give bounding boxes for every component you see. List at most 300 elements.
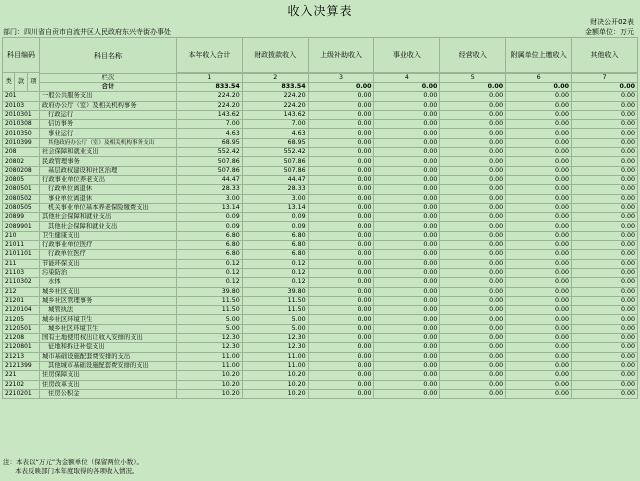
amount-cell: 552.42: [176, 148, 242, 157]
amount-cell: 0.00: [374, 101, 440, 110]
table-row: [3, 148, 638, 157]
amount-cell: 0.09: [242, 213, 308, 222]
amount-cell: 0.00: [440, 175, 506, 184]
amount-cell: 0.00: [572, 157, 638, 166]
page-title: 收入决算表: [287, 4, 353, 18]
amount-cell: 0.00: [440, 185, 506, 194]
amount-cell: 11.00: [242, 361, 308, 370]
table-row: [3, 110, 638, 119]
table-row: [3, 120, 638, 129]
amount-cell: 0.12: [242, 278, 308, 287]
amount-cell: 0.00: [374, 315, 440, 324]
subject-code: 2010301: [3, 110, 40, 119]
amount-cell: 6.80: [242, 250, 308, 259]
subject-name: 城市基础设施配套费安排的支出: [40, 352, 177, 361]
subject-name: 民政管理事务: [40, 157, 177, 166]
table-row: [3, 101, 638, 110]
amount-cell: 0.00: [440, 120, 506, 129]
subject-name: 信访事务: [40, 120, 177, 129]
col-number: 6: [506, 74, 572, 83]
amount-cell: 6.80: [176, 250, 242, 259]
amount-cell: 0.00: [506, 148, 572, 157]
amount-cell: 0.00: [572, 194, 638, 203]
amount-cell: 0.00: [308, 315, 374, 324]
subject-name: 事业运行: [40, 129, 177, 138]
amount-cell: 0.00: [506, 278, 572, 287]
subject-code: 21103: [3, 268, 40, 277]
amount-cell: 0.00: [506, 110, 572, 119]
table-row: [3, 157, 638, 166]
amount-cell: 0.00: [308, 148, 374, 157]
header-affiliated: 附属单位上缴收入: [506, 38, 572, 73]
amount-cell: 224.20: [242, 92, 308, 101]
amount-cell: 224.20: [242, 101, 308, 110]
amount-cell: 4.63: [242, 129, 308, 138]
amount-cell: 507.86: [242, 166, 308, 175]
amount-cell: 0.00: [374, 371, 440, 380]
table-row: [3, 250, 638, 259]
amount-cell: 0.00: [506, 389, 572, 398]
amount-cell: 0.00: [374, 213, 440, 222]
subject-code: 21201: [3, 296, 40, 305]
amount-cell: 6.80: [242, 231, 308, 240]
subject-code: 22102: [3, 380, 40, 389]
amount-cell: 0.00: [308, 287, 374, 296]
amount-cell: 0.00: [572, 287, 638, 296]
amount-cell: 28.33: [176, 185, 242, 194]
col-number: 7: [572, 74, 638, 83]
amount-cell: 0.00: [506, 334, 572, 343]
amount-cell: 0.12: [176, 278, 242, 287]
amount-cell: 0.00: [506, 166, 572, 175]
amount-cell: 0.00: [308, 259, 374, 268]
subject-code: 2101101: [3, 250, 40, 259]
subject-name: 行政单位医疗: [40, 250, 177, 259]
subject-name: 行政单位离退休: [40, 185, 177, 194]
amount-cell: 0.00: [440, 371, 506, 380]
table-body: [3, 92, 638, 399]
table-row: [3, 259, 638, 268]
amount-cell: 12.30: [176, 343, 242, 352]
table-row: [3, 343, 638, 352]
table-row: [3, 92, 638, 101]
amount-cell: 0.00: [506, 250, 572, 259]
subject-name: 其他政府办公厅（室）及相关机构事务支出: [40, 138, 177, 147]
amount-cell: 0.12: [176, 268, 242, 277]
income-table: [2, 37, 638, 399]
col-number: 1: [176, 74, 242, 83]
table-row: [3, 194, 638, 203]
amount-cell: 12.30: [242, 343, 308, 352]
amount-cell: 0.00: [572, 110, 638, 119]
amount-cell: 0.00: [506, 296, 572, 305]
amount-cell: 0.00: [440, 110, 506, 119]
amount-cell: 0.00: [308, 138, 374, 147]
amount-cell: 5.00: [242, 315, 308, 324]
unit-label: 金额单位：万元: [585, 28, 634, 36]
amount-cell: 0.00: [440, 194, 506, 203]
amount-cell: 0.00: [308, 194, 374, 203]
table-row: [3, 361, 638, 370]
subject-code: 2120501: [3, 324, 40, 333]
subject-name: 城管执法: [40, 306, 177, 315]
amount-cell: 0.00: [440, 213, 506, 222]
amount-cell: 11.00: [176, 352, 242, 361]
subject-code: 2120104: [3, 306, 40, 315]
amount-cell: 13.14: [176, 203, 242, 212]
note-line: 注：本表以“万元”为金额单位（保留两位小数）。: [3, 458, 143, 466]
amount-cell: 224.20: [176, 101, 242, 110]
amount-cell: 0.00: [308, 213, 374, 222]
table-row: [3, 203, 638, 212]
amount-cell: 0.00: [506, 92, 572, 101]
amount-cell: 0.00: [572, 185, 638, 194]
amount-cell: 0.00: [374, 296, 440, 305]
subject-name: 其他城市基础设施配套费安排的支出: [40, 361, 177, 370]
amount-cell: 0.00: [440, 241, 506, 250]
amount-cell: 28.33: [242, 185, 308, 194]
amount-cell: 0.00: [440, 315, 506, 324]
amount-cell: 0.00: [308, 110, 374, 119]
table-row: [3, 213, 638, 222]
amount-cell: 0.00: [506, 361, 572, 370]
amount-cell: 0.00: [440, 129, 506, 138]
header-name: 科目名称: [40, 38, 177, 74]
amount-cell: 0.00: [572, 175, 638, 184]
header-item: 项: [27, 73, 39, 92]
total-cell: 833.54: [242, 83, 308, 92]
amount-cell: 0.00: [308, 185, 374, 194]
amount-cell: 0.00: [308, 278, 374, 287]
amount-cell: 0.00: [308, 324, 374, 333]
amount-cell: 0.00: [374, 203, 440, 212]
amount-cell: 0.00: [440, 166, 506, 175]
amount-cell: 507.86: [176, 157, 242, 166]
amount-cell: 10.20: [242, 389, 308, 398]
table-row: [3, 380, 638, 389]
table-row: [3, 175, 638, 184]
table-code: 财决公开02表: [590, 18, 634, 26]
subject-code: 2080501: [3, 185, 40, 194]
amount-cell: 68.95: [176, 138, 242, 147]
amount-cell: 11.50: [242, 296, 308, 305]
amount-cell: 0.00: [506, 315, 572, 324]
amount-cell: 0.00: [308, 203, 374, 212]
amount-cell: 0.00: [506, 138, 572, 147]
subject-name: 征地和拆迁补偿支出: [40, 343, 177, 352]
amount-cell: 13.14: [242, 203, 308, 212]
subject-name: 住房公积金: [40, 389, 177, 398]
amount-cell: 0.00: [308, 296, 374, 305]
table-row: [3, 278, 638, 287]
subject-name: 住房保障支出: [40, 371, 177, 380]
amount-cell: 0.00: [506, 371, 572, 380]
subject-name: 污染防治: [40, 268, 177, 277]
amount-cell: 0.00: [572, 361, 638, 370]
subject-code: 201: [3, 92, 40, 101]
amount-cell: 0.00: [506, 194, 572, 203]
amount-cell: 0.00: [506, 175, 572, 184]
subject-name: 行政事业单位养老支出: [40, 175, 177, 184]
amount-cell: 0.00: [374, 120, 440, 129]
header-fiscal: 财政拨款收入: [242, 38, 308, 73]
amount-cell: 0.00: [572, 380, 638, 389]
amount-cell: 0.00: [572, 259, 638, 268]
amount-cell: 0.00: [308, 175, 374, 184]
subject-code: 2010399: [3, 138, 40, 147]
amount-cell: 44.47: [176, 175, 242, 184]
amount-cell: 0.00: [308, 268, 374, 277]
amount-cell: 5.00: [176, 324, 242, 333]
amount-cell: 11.00: [176, 361, 242, 370]
amount-cell: 0.00: [506, 380, 572, 389]
amount-cell: 4.63: [176, 129, 242, 138]
subject-name: 城乡社区管理事务: [40, 296, 177, 305]
amount-cell: 10.20: [176, 389, 242, 398]
amount-cell: 0.00: [506, 352, 572, 361]
subject-name: 卫生健康支出: [40, 231, 177, 240]
amount-cell: 0.00: [506, 120, 572, 129]
subject-code: 20103: [3, 101, 40, 110]
subject-name: 住房改革支出: [40, 380, 177, 389]
amount-cell: 0.00: [572, 352, 638, 361]
amount-cell: 0.00: [374, 352, 440, 361]
amount-cell: 0.00: [506, 259, 572, 268]
lanci-label: 栏次: [40, 74, 177, 83]
amount-cell: 10.20: [176, 380, 242, 389]
subject-code: 210: [3, 231, 40, 240]
subject-code: 20802: [3, 157, 40, 166]
amount-cell: 0.00: [440, 92, 506, 101]
subject-name: 事业单位离退休: [40, 194, 177, 203]
amount-cell: 12.30: [242, 334, 308, 343]
amount-cell: 0.00: [374, 334, 440, 343]
amount-cell: 0.00: [506, 203, 572, 212]
amount-cell: 0.12: [176, 259, 242, 268]
amount-cell: 0.00: [572, 148, 638, 157]
table-row: [3, 334, 638, 343]
notes: [3, 458, 143, 476]
amount-cell: 0.00: [374, 110, 440, 119]
amount-cell: 0.00: [308, 371, 374, 380]
amount-cell: 0.09: [176, 222, 242, 231]
amount-cell: 0.00: [572, 268, 638, 277]
amount-cell: 0.00: [308, 343, 374, 352]
col-number: 3: [308, 74, 374, 83]
amount-cell: 0.00: [440, 101, 506, 110]
amount-cell: 0.00: [308, 352, 374, 361]
amount-cell: 0.00: [440, 380, 506, 389]
subject-code: 20899: [3, 213, 40, 222]
subject-code: 208: [3, 148, 40, 157]
amount-cell: 10.20: [176, 371, 242, 380]
amount-cell: 143.62: [176, 110, 242, 119]
amount-cell: 7.00: [242, 120, 308, 129]
amount-cell: 0.00: [440, 296, 506, 305]
amount-cell: 0.00: [440, 250, 506, 259]
amount-cell: 0.00: [374, 222, 440, 231]
header-superior: 上级补助收入: [308, 38, 374, 73]
amount-cell: 0.00: [506, 231, 572, 240]
subject-name: 其他社会保障和就业支出: [40, 213, 177, 222]
subject-name: 政府办公厅（室）及相关机构事务: [40, 101, 177, 110]
amount-cell: 0.00: [572, 203, 638, 212]
amount-cell: 507.86: [176, 166, 242, 175]
amount-cell: 0.12: [242, 259, 308, 268]
amount-cell: 0.00: [308, 92, 374, 101]
amount-cell: 0.00: [374, 241, 440, 250]
amount-cell: 0.00: [572, 101, 638, 110]
amount-cell: 0.00: [572, 389, 638, 398]
amount-cell: 0.00: [374, 92, 440, 101]
col-number: 5: [440, 74, 506, 83]
amount-cell: 44.47: [242, 175, 308, 184]
subject-code: 211: [3, 259, 40, 268]
table-row: [3, 222, 638, 231]
amount-cell: 0.00: [374, 250, 440, 259]
amount-cell: 0.00: [374, 185, 440, 194]
amount-cell: 0.00: [572, 371, 638, 380]
amount-cell: 0.12: [242, 268, 308, 277]
amount-cell: 552.42: [242, 148, 308, 157]
subject-code: 2080505: [3, 203, 40, 212]
header-section: 款: [15, 73, 27, 92]
amount-cell: 7.00: [176, 120, 242, 129]
header-other: 其他收入: [572, 38, 638, 73]
amount-cell: 11.50: [242, 306, 308, 315]
total-cell: 0.00: [572, 83, 638, 92]
table-row: [3, 352, 638, 361]
amount-cell: 0.00: [308, 250, 374, 259]
amount-cell: 0.00: [572, 213, 638, 222]
subject-code: 2010350: [3, 129, 40, 138]
amount-cell: 39.80: [176, 287, 242, 296]
amount-cell: 0.00: [506, 324, 572, 333]
amount-cell: 143.62: [242, 110, 308, 119]
amount-cell: 0.00: [374, 343, 440, 352]
table-row: [3, 129, 638, 138]
amount-cell: 5.00: [176, 315, 242, 324]
amount-cell: 0.00: [374, 361, 440, 370]
amount-cell: 224.20: [176, 92, 242, 101]
amount-cell: 0.00: [374, 278, 440, 287]
amount-cell: 0.00: [506, 343, 572, 352]
subject-name: 城乡社区环境卫生: [40, 315, 177, 324]
amount-cell: 0.00: [374, 231, 440, 240]
amount-cell: 0.00: [440, 287, 506, 296]
department-label: 部门：四川省自贡市自流井区人民政府东兴寺街办事处: [3, 28, 171, 36]
amount-cell: 0.00: [506, 185, 572, 194]
amount-cell: 0.00: [440, 259, 506, 268]
amount-cell: 11.50: [176, 296, 242, 305]
subject-code: 212: [3, 287, 40, 296]
amount-cell: 0.00: [308, 129, 374, 138]
amount-cell: 0.00: [374, 306, 440, 315]
subject-code: 21011: [3, 241, 40, 250]
subject-name: 水体: [40, 278, 177, 287]
subject-code: 21213: [3, 352, 40, 361]
amount-cell: 0.00: [572, 315, 638, 324]
amount-cell: 0.00: [308, 241, 374, 250]
subject-code: 21205: [3, 315, 40, 324]
subject-name: 一般公共服务支出: [40, 92, 177, 101]
amount-cell: 0.00: [308, 157, 374, 166]
amount-cell: 0.00: [572, 250, 638, 259]
amount-cell: 0.00: [374, 166, 440, 175]
amount-cell: 0.00: [374, 324, 440, 333]
amount-cell: 0.00: [374, 268, 440, 277]
amount-cell: 5.00: [242, 324, 308, 333]
amount-cell: 0.00: [374, 157, 440, 166]
amount-cell: 0.00: [440, 306, 506, 315]
subject-code: 2120801: [3, 343, 40, 352]
subject-name: 国有土地使用权出让收入安排的支出: [40, 334, 177, 343]
amount-cell: 0.09: [176, 213, 242, 222]
amount-cell: 0.00: [572, 129, 638, 138]
amount-cell: 0.00: [440, 352, 506, 361]
header-business: 事业收入: [374, 38, 440, 73]
amount-cell: 0.00: [506, 306, 572, 315]
header-operating: 经营收入: [440, 38, 506, 73]
table-row: [3, 268, 638, 277]
amount-cell: 0.00: [308, 120, 374, 129]
subject-name: 基层政权建设和社区治理: [40, 166, 177, 175]
amount-cell: 0.00: [506, 213, 572, 222]
amount-cell: 0.00: [440, 389, 506, 398]
subject-name: 行政运行: [40, 110, 177, 119]
amount-cell: 0.00: [506, 222, 572, 231]
amount-cell: 0.00: [440, 361, 506, 370]
amount-cell: 0.00: [572, 92, 638, 101]
table-row: [3, 185, 638, 194]
table-row: [3, 231, 638, 240]
amount-cell: 0.00: [440, 148, 506, 157]
amount-cell: 0.00: [308, 389, 374, 398]
amount-cell: 0.00: [374, 148, 440, 157]
amount-cell: 0.00: [440, 268, 506, 277]
amount-cell: 0.00: [440, 222, 506, 231]
total-cell: 0.00: [308, 83, 374, 92]
total-cell: 0.00: [440, 83, 506, 92]
amount-cell: 0.00: [572, 166, 638, 175]
amount-cell: 0.00: [572, 324, 638, 333]
amount-cell: 0.09: [242, 222, 308, 231]
amount-cell: 11.50: [176, 306, 242, 315]
amount-cell: 0.00: [572, 231, 638, 240]
table-row: [3, 166, 638, 175]
amount-cell: 0.00: [374, 194, 440, 203]
total-cell: 833.54: [176, 83, 242, 92]
amount-cell: 0.00: [308, 306, 374, 315]
subject-code: 2089901: [3, 222, 40, 231]
col-number: 2: [242, 74, 308, 83]
subject-name: 机关事业单位基本养老保险缴费支出: [40, 203, 177, 212]
amount-cell: 6.80: [176, 231, 242, 240]
amount-cell: 0.00: [506, 241, 572, 250]
amount-cell: 10.20: [242, 371, 308, 380]
subject-code: 2010308: [3, 120, 40, 129]
amount-cell: 0.00: [308, 231, 374, 240]
amount-cell: 0.00: [308, 380, 374, 389]
amount-cell: 0.00: [506, 287, 572, 296]
table-row: [3, 241, 638, 250]
amount-cell: 11.00: [242, 352, 308, 361]
amount-cell: 0.00: [572, 343, 638, 352]
amount-cell: 3.00: [242, 194, 308, 203]
amount-cell: 0.00: [440, 138, 506, 147]
amount-cell: 0.00: [440, 203, 506, 212]
subject-code: 2110302: [3, 278, 40, 287]
